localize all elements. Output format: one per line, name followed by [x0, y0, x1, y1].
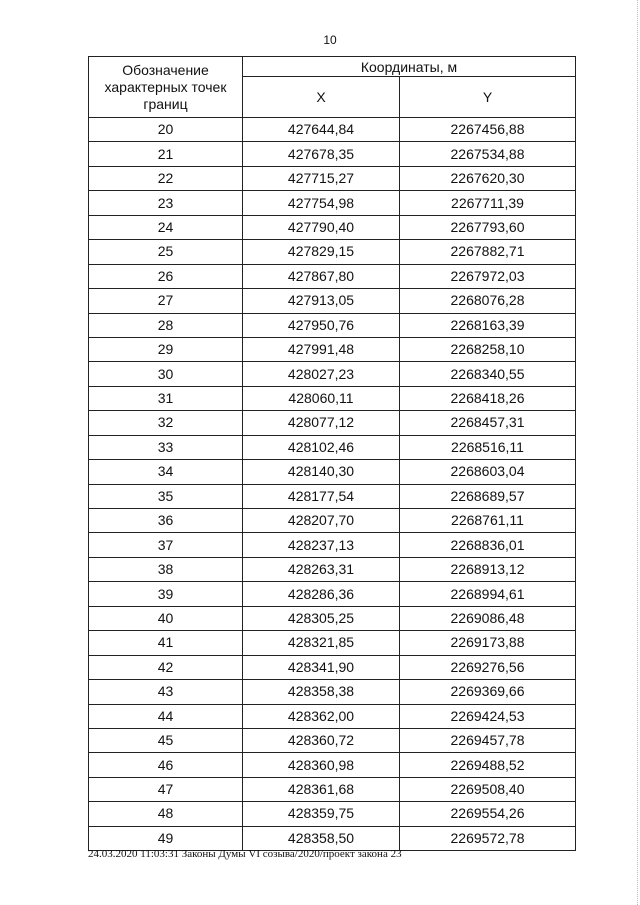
- cell-x: 427644,84: [243, 118, 400, 142]
- table-row: [89, 411, 576, 435]
- coordinates-table: [88, 56, 576, 851]
- cell-point-number: 40: [89, 606, 243, 630]
- table-row: [89, 655, 576, 679]
- cell-x: 427867,80: [243, 264, 400, 288]
- table-row: [89, 240, 576, 264]
- header-point-designation: Обозначение характерных точек границ: [89, 57, 243, 118]
- cell-x: 428358,38: [243, 680, 400, 704]
- cell-x: 428359,75: [243, 802, 400, 826]
- cell-x: 428362,00: [243, 704, 400, 728]
- table-row: [89, 802, 576, 826]
- cell-y: 2267534,88: [400, 142, 576, 166]
- table-row: [89, 606, 576, 630]
- table-row: [89, 142, 576, 166]
- cell-y: 2269173,88: [400, 631, 576, 655]
- cell-x: 428263,31: [243, 557, 400, 581]
- cell-y: 2268457,31: [400, 411, 576, 435]
- cell-point-number: 20: [89, 118, 243, 142]
- cell-point-number: 34: [89, 460, 243, 484]
- cell-y: 2268761,11: [400, 509, 576, 533]
- table-row: [89, 704, 576, 728]
- cell-y: 2268258,10: [400, 337, 576, 361]
- table-row: [89, 582, 576, 606]
- cell-point-number: 39: [89, 582, 243, 606]
- table-row: [89, 533, 576, 557]
- cell-y: 2268076,28: [400, 289, 576, 313]
- page-number: 10: [323, 33, 337, 47]
- cell-point-number: 30: [89, 362, 243, 386]
- cell-point-number: 36: [89, 509, 243, 533]
- cell-y: 2269369,66: [400, 680, 576, 704]
- cell-x: 428102,46: [243, 435, 400, 459]
- cell-point-number: 38: [89, 557, 243, 581]
- cell-y: 2268340,55: [400, 362, 576, 386]
- cell-x: 428027,23: [243, 362, 400, 386]
- table-row: [89, 557, 576, 581]
- cell-x: 428361,68: [243, 777, 400, 801]
- cell-x: 427913,05: [243, 289, 400, 313]
- cell-y: 2267972,03: [400, 264, 576, 288]
- cell-x: 428140,30: [243, 460, 400, 484]
- cell-point-number: 42: [89, 655, 243, 679]
- cell-y: 2269086,48: [400, 606, 576, 630]
- cell-y: 2268163,39: [400, 313, 576, 337]
- table-row: [89, 631, 576, 655]
- cell-y: 2268994,61: [400, 582, 576, 606]
- table-row: [89, 362, 576, 386]
- cell-y: 2269424,53: [400, 704, 576, 728]
- cell-point-number: 32: [89, 411, 243, 435]
- table-row: [89, 215, 576, 239]
- cell-x: 428177,54: [243, 484, 400, 508]
- cell-point-number: 37: [89, 533, 243, 557]
- cell-x: 428305,25: [243, 606, 400, 630]
- cell-x: 428341,90: [243, 655, 400, 679]
- cell-point-number: 45: [89, 728, 243, 752]
- cell-y: 2267711,39: [400, 191, 576, 215]
- cell-y: 2267793,60: [400, 215, 576, 239]
- table-header: [89, 57, 576, 118]
- cell-point-number: 28: [89, 313, 243, 337]
- cell-point-number: 35: [89, 484, 243, 508]
- cell-point-number: 48: [89, 802, 243, 826]
- cell-y: 2269554,26: [400, 802, 576, 826]
- table-row: [89, 313, 576, 337]
- cell-x: 428360,72: [243, 728, 400, 752]
- cell-x: 428358,50: [243, 826, 400, 850]
- table-row: [89, 166, 576, 190]
- cell-point-number: 49: [89, 826, 243, 850]
- cell-point-number: 23: [89, 191, 243, 215]
- cell-y: 2269508,40: [400, 777, 576, 801]
- cell-y: 2268689,57: [400, 484, 576, 508]
- cell-x: 428237,13: [243, 533, 400, 557]
- cell-x: 428321,85: [243, 631, 400, 655]
- cell-point-number: 43: [89, 680, 243, 704]
- cell-x: 428077,12: [243, 411, 400, 435]
- cell-y: 2268836,01: [400, 533, 576, 557]
- table-row: [89, 777, 576, 801]
- cell-x: 427950,76: [243, 313, 400, 337]
- table-row: [89, 460, 576, 484]
- cell-y: 2268516,11: [400, 435, 576, 459]
- header-y: Y: [400, 77, 576, 118]
- cell-x: 427754,98: [243, 191, 400, 215]
- cell-x: 427790,40: [243, 215, 400, 239]
- cell-point-number: 26: [89, 264, 243, 288]
- cell-point-number: 25: [89, 240, 243, 264]
- table-row: [89, 728, 576, 752]
- cell-x: 427678,35: [243, 142, 400, 166]
- cell-y: 2267620,30: [400, 166, 576, 190]
- header-coordinates: Координаты, м: [243, 57, 576, 77]
- table-row: [89, 435, 576, 459]
- table-row: [89, 680, 576, 704]
- cell-point-number: 31: [89, 386, 243, 410]
- cell-x: 428286,36: [243, 582, 400, 606]
- table-row: [89, 386, 576, 410]
- cell-x: 428360,98: [243, 753, 400, 777]
- cell-point-number: 29: [89, 337, 243, 361]
- cell-y: 2268418,26: [400, 386, 576, 410]
- table-row: [89, 484, 576, 508]
- cell-point-number: 41: [89, 631, 243, 655]
- cell-y: 2269572,78: [400, 826, 576, 850]
- table-row: [89, 337, 576, 361]
- cell-y: 2268913,12: [400, 557, 576, 581]
- cell-x: 428060,11: [243, 386, 400, 410]
- cell-x: 427829,15: [243, 240, 400, 264]
- table-row: [89, 289, 576, 313]
- table-row: [89, 264, 576, 288]
- cell-point-number: 22: [89, 166, 243, 190]
- cell-point-number: 33: [89, 435, 243, 459]
- table-row: [89, 509, 576, 533]
- table-row: [89, 826, 576, 850]
- header-x: X: [243, 77, 400, 118]
- cell-y: 2268603,04: [400, 460, 576, 484]
- cell-y: 2267882,71: [400, 240, 576, 264]
- cell-point-number: 21: [89, 142, 243, 166]
- table-body: [89, 118, 576, 851]
- cell-point-number: 46: [89, 753, 243, 777]
- cell-point-number: 27: [89, 289, 243, 313]
- cell-y: 2269276,56: [400, 655, 576, 679]
- cell-y: 2267456,88: [400, 118, 576, 142]
- cell-point-number: 24: [89, 215, 243, 239]
- cell-y: 2269457,78: [400, 728, 576, 752]
- cell-x: 427715,27: [243, 166, 400, 190]
- scan-edge-line: [636, 0, 638, 905]
- cell-point-number: 47: [89, 777, 243, 801]
- document-footer: 24.03.2020 11:03:31 Законы Думы VI созыва/2020/проект закона 23: [88, 848, 402, 860]
- cell-y: 2269488,52: [400, 753, 576, 777]
- table-row: [89, 753, 576, 777]
- table-row: [89, 118, 576, 142]
- cell-x: 428207,70: [243, 509, 400, 533]
- cell-point-number: 44: [89, 704, 243, 728]
- table-row: [89, 191, 576, 215]
- cell-x: 427991,48: [243, 337, 400, 361]
